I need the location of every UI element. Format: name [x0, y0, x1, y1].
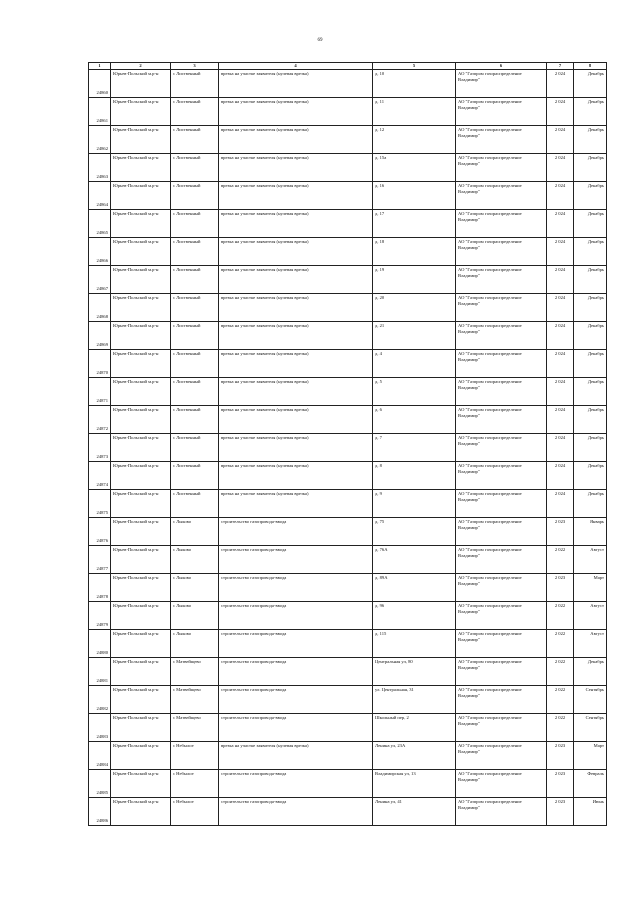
- table-row: [89, 658, 607, 686]
- work-type-cell: врезка на участке заявителя (нулевая врезка): [219, 462, 373, 490]
- column-header: 5: [373, 63, 456, 70]
- district-cell: Юрьев-Польский м.р-н: [111, 462, 171, 490]
- work-type-cell: врезка на участке заявителя (нулевая врезка): [219, 434, 373, 462]
- month-cell: Декабрь: [574, 98, 607, 126]
- operator-cell: АО "Газпром газораспределение Владимир": [456, 490, 547, 518]
- operator-cell: АО "Газпром газораспределение Владимир": [456, 294, 547, 322]
- column-header: 7: [547, 63, 574, 70]
- work-type-cell: врезка на участке заявителя (нулевая врезка): [219, 378, 373, 406]
- table-row: [89, 98, 607, 126]
- row-number: 24877: [89, 546, 111, 574]
- operator-cell: АО "Газпром газораспределение Владимир": [456, 770, 547, 798]
- month-cell: Декабрь: [574, 462, 607, 490]
- row-number: 24870: [89, 350, 111, 378]
- operator-cell: АО "Газпром газораспределение Владимир": [456, 126, 547, 154]
- table-row: [89, 294, 607, 322]
- table-row: [89, 182, 607, 210]
- month-cell: Декабрь: [574, 154, 607, 182]
- operator-cell: АО "Газпром газораспределение Владимир": [456, 98, 547, 126]
- month-cell: Сентябрь: [574, 686, 607, 714]
- work-type-cell: строительство газопровода-ввода: [219, 770, 373, 798]
- year-cell: 2 023: [547, 770, 574, 798]
- operator-cell: АО "Газпром газораспределение Владимир": [456, 238, 547, 266]
- operator-cell: АО "Газпром газораспределение Владимир": [456, 714, 547, 742]
- district-cell: Юрьев-Польский м.р-н: [111, 490, 171, 518]
- work-type-cell: врезка на участке заявителя (нулевая врезка): [219, 294, 373, 322]
- month-cell: Август: [574, 546, 607, 574]
- locality-cell: с Лиственный: [171, 98, 219, 126]
- table-row: [89, 70, 607, 98]
- address-cell: Центральная ул, 80: [373, 658, 456, 686]
- operator-cell: АО "Газпром газораспределение Владимир": [456, 378, 547, 406]
- locality-cell: с Лиственный: [171, 210, 219, 238]
- row-number: 24881: [89, 658, 111, 686]
- table-row: [89, 742, 607, 770]
- column-header: 2: [111, 63, 171, 70]
- address-cell: ул. Центральная, 31: [373, 686, 456, 714]
- year-cell: 2 022: [547, 658, 574, 686]
- operator-cell: АО "Газпром газораспределение Владимир": [456, 266, 547, 294]
- work-type-cell: врезка на участке заявителя (нулевая врезка): [219, 266, 373, 294]
- locality-cell: с Лиственный: [171, 266, 219, 294]
- row-number: 24862: [89, 126, 111, 154]
- locality-cell: с Лыково: [171, 574, 219, 602]
- year-cell: 2 022: [547, 686, 574, 714]
- page-number: 69: [317, 38, 323, 43]
- address-cell: Ленина ул, 41: [373, 798, 456, 826]
- operator-cell: АО "Газпром газораспределение Владимир": [456, 462, 547, 490]
- locality-cell: с Лиственный: [171, 434, 219, 462]
- row-number: 24883: [89, 714, 111, 742]
- table-row: [89, 210, 607, 238]
- work-type-cell: врезка на участке заявителя (нулевая врезка): [219, 154, 373, 182]
- month-cell: Август: [574, 630, 607, 658]
- district-cell: Юрьев-Польский м.р-н: [111, 322, 171, 350]
- address-cell: Владимирская ул, 13: [373, 770, 456, 798]
- table-row: [89, 378, 607, 406]
- locality-cell: с Матвейщево: [171, 658, 219, 686]
- table-row: [89, 154, 607, 182]
- table-row: [89, 462, 607, 490]
- year-cell: 2 024: [547, 210, 574, 238]
- registry-table: [88, 62, 607, 826]
- operator-cell: АО "Газпром газораспределение Владимир": [456, 630, 547, 658]
- work-type-cell: врезка на участке заявителя (нулевая врезка): [219, 322, 373, 350]
- table-row: [89, 406, 607, 434]
- year-cell: 2 024: [547, 378, 574, 406]
- locality-cell: с Лыково: [171, 518, 219, 546]
- header-row: [89, 63, 607, 70]
- operator-cell: АО "Газпром газораспределение Владимир": [456, 546, 547, 574]
- year-cell: 2 024: [547, 490, 574, 518]
- district-cell: Юрьев-Польский м.р-н: [111, 434, 171, 462]
- work-type-cell: врезка на участке заявителя (нулевая врезка): [219, 126, 373, 154]
- month-cell: Февраль: [574, 770, 607, 798]
- locality-cell: с Лыково: [171, 602, 219, 630]
- table-row: [89, 518, 607, 546]
- work-type-cell: строительство газопровода-ввода: [219, 798, 373, 826]
- locality-cell: с Лиственный: [171, 350, 219, 378]
- locality-cell: с Лиственный: [171, 462, 219, 490]
- year-cell: 2 024: [547, 154, 574, 182]
- operator-cell: АО "Газпром газораспределение Владимир": [456, 798, 547, 826]
- work-type-cell: строительство газопровода-ввода: [219, 602, 373, 630]
- address-cell: д. 12: [373, 126, 456, 154]
- row-number: 24869: [89, 322, 111, 350]
- month-cell: Декабрь: [574, 182, 607, 210]
- row-number: 24867: [89, 266, 111, 294]
- district-cell: Юрьев-Польский м.р-н: [111, 770, 171, 798]
- district-cell: Юрьев-Польский м.р-н: [111, 350, 171, 378]
- operator-cell: АО "Газпром газораспределение Владимир": [456, 406, 547, 434]
- month-cell: Декабрь: [574, 350, 607, 378]
- month-cell: Декабрь: [574, 658, 607, 686]
- district-cell: Юрьев-Польский м.р-н: [111, 406, 171, 434]
- month-cell: Декабрь: [574, 238, 607, 266]
- locality-cell: с Лиственный: [171, 126, 219, 154]
- row-number: 24871: [89, 378, 111, 406]
- operator-cell: АО "Газпром газораспределение Владимир": [456, 602, 547, 630]
- work-type-cell: строительство газопровода-ввода: [219, 546, 373, 574]
- month-cell: Июнь: [574, 798, 607, 826]
- district-cell: Юрьев-Польский м.р-н: [111, 378, 171, 406]
- column-header: 6: [456, 63, 547, 70]
- operator-cell: АО "Газпром газораспределение Владимир": [456, 210, 547, 238]
- row-number: 24868: [89, 294, 111, 322]
- month-cell: Декабрь: [574, 406, 607, 434]
- table-row: [89, 266, 607, 294]
- locality-cell: с Лиственный: [171, 294, 219, 322]
- address-cell: д. 17: [373, 210, 456, 238]
- month-cell: Март: [574, 742, 607, 770]
- district-cell: Юрьев-Польский м.р-н: [111, 154, 171, 182]
- year-cell: 2 024: [547, 294, 574, 322]
- operator-cell: АО "Газпром газораспределение Владимир": [456, 742, 547, 770]
- row-number: 24878: [89, 574, 111, 602]
- row-number: 24864: [89, 182, 111, 210]
- address-cell: д. 89А: [373, 574, 456, 602]
- locality-cell: с Матвейщево: [171, 714, 219, 742]
- locality-cell: с Лыково: [171, 630, 219, 658]
- year-cell: 2 024: [547, 182, 574, 210]
- address-cell: д. 8: [373, 462, 456, 490]
- row-number: 24880: [89, 630, 111, 658]
- address-cell: д. 9: [373, 490, 456, 518]
- year-cell: 2 024: [547, 350, 574, 378]
- district-cell: Юрьев-Польский м.р-н: [111, 70, 171, 98]
- district-cell: Юрьев-Польский м.р-н: [111, 294, 171, 322]
- locality-cell: с Лыково: [171, 546, 219, 574]
- locality-cell: с Лиственный: [171, 70, 219, 98]
- address-cell: д. 5: [373, 378, 456, 406]
- work-type-cell: врезка на участке заявителя (нулевая врезка): [219, 406, 373, 434]
- operator-cell: АО "Газпром газораспределение Владимир": [456, 686, 547, 714]
- address-cell: д. 115: [373, 630, 456, 658]
- row-number: 24875: [89, 490, 111, 518]
- operator-cell: АО "Газпром газораспределение Владимир": [456, 434, 547, 462]
- year-cell: 2 024: [547, 266, 574, 294]
- table-row: [89, 546, 607, 574]
- month-cell: Декабрь: [574, 322, 607, 350]
- work-type-cell: строительство газопровода-ввода: [219, 518, 373, 546]
- district-cell: Юрьев-Польский м.р-н: [111, 126, 171, 154]
- table-row: [89, 434, 607, 462]
- year-cell: 2 024: [547, 322, 574, 350]
- address-cell: д. 6: [373, 406, 456, 434]
- table-row: [89, 602, 607, 630]
- district-cell: Юрьев-Польский м.р-н: [111, 602, 171, 630]
- row-number: 24863: [89, 154, 111, 182]
- table-row: [89, 686, 607, 714]
- operator-cell: АО "Газпром газораспределение Владимир": [456, 322, 547, 350]
- district-cell: Юрьев-Польский м.р-н: [111, 742, 171, 770]
- column-header: 8: [574, 63, 607, 70]
- operator-cell: АО "Газпром газораспределение Владимир": [456, 154, 547, 182]
- work-type-cell: врезка на участке заявителя (нулевая врезка): [219, 350, 373, 378]
- year-cell: 2 022: [547, 602, 574, 630]
- month-cell: Декабрь: [574, 490, 607, 518]
- locality-cell: с Небылое: [171, 770, 219, 798]
- work-type-cell: врезка на участке заявителя (нулевая врезка): [219, 490, 373, 518]
- district-cell: Юрьев-Польский м.р-н: [111, 518, 171, 546]
- district-cell: Юрьев-Польский м.р-н: [111, 266, 171, 294]
- district-cell: Юрьев-Польский м.р-н: [111, 238, 171, 266]
- month-cell: Декабрь: [574, 210, 607, 238]
- year-cell: 2 022: [547, 630, 574, 658]
- column-header: 3: [171, 63, 219, 70]
- table-row: [89, 322, 607, 350]
- row-number: 24866: [89, 238, 111, 266]
- address-cell: Ленина ул, 23А: [373, 742, 456, 770]
- year-cell: 2 023: [547, 742, 574, 770]
- table-row: [89, 630, 607, 658]
- month-cell: Декабрь: [574, 126, 607, 154]
- work-type-cell: врезка на участке заявителя (нулевая врезка): [219, 742, 373, 770]
- address-cell: д. 11: [373, 98, 456, 126]
- row-number: 24873: [89, 434, 111, 462]
- district-cell: Юрьев-Польский м.р-н: [111, 630, 171, 658]
- row-number: 24861: [89, 98, 111, 126]
- row-number: 24882: [89, 686, 111, 714]
- district-cell: Юрьев-Польский м.р-н: [111, 182, 171, 210]
- address-cell: д. 7: [373, 434, 456, 462]
- address-cell: д. 76А: [373, 546, 456, 574]
- locality-cell: с Лиственный: [171, 238, 219, 266]
- row-number: 24879: [89, 602, 111, 630]
- work-type-cell: строительство газопровода-ввода: [219, 714, 373, 742]
- district-cell: Юрьев-Польский м.р-н: [111, 574, 171, 602]
- work-type-cell: врезка на участке заявителя (нулевая врезка): [219, 182, 373, 210]
- column-header: 1: [89, 63, 111, 70]
- table-row: [89, 490, 607, 518]
- address-cell: д. 96: [373, 602, 456, 630]
- address-cell: д. 19: [373, 266, 456, 294]
- operator-cell: АО "Газпром газораспределение Владимир": [456, 658, 547, 686]
- district-cell: Юрьев-Польский м.р-н: [111, 546, 171, 574]
- district-cell: Юрьев-Польский м.р-н: [111, 658, 171, 686]
- table-row: [89, 770, 607, 798]
- work-type-cell: строительство газопровода-ввода: [219, 630, 373, 658]
- locality-cell: с Лиственный: [171, 154, 219, 182]
- table-row: [89, 126, 607, 154]
- locality-cell: с Небылое: [171, 742, 219, 770]
- row-number: 24886: [89, 798, 111, 826]
- address-cell: д. 16: [373, 182, 456, 210]
- locality-cell: с Лиственный: [171, 182, 219, 210]
- row-number: 24876: [89, 518, 111, 546]
- year-cell: 2 024: [547, 126, 574, 154]
- address-cell: д. 20: [373, 294, 456, 322]
- address-cell: д. 15а: [373, 154, 456, 182]
- year-cell: 2 024: [547, 70, 574, 98]
- operator-cell: АО "Газпром газораспределение Владимир": [456, 574, 547, 602]
- year-cell: 2 022: [547, 546, 574, 574]
- column-header: 4: [219, 63, 373, 70]
- month-cell: Декабрь: [574, 378, 607, 406]
- work-type-cell: врезка на участке заявителя (нулевая врезка): [219, 210, 373, 238]
- month-cell: Декабрь: [574, 434, 607, 462]
- operator-cell: АО "Газпром газораспределение Владимир": [456, 182, 547, 210]
- address-cell: д. 75: [373, 518, 456, 546]
- address-cell: д. 4: [373, 350, 456, 378]
- operator-cell: АО "Газпром газораспределение Владимир": [456, 350, 547, 378]
- year-cell: 2 023: [547, 574, 574, 602]
- row-number: 24874: [89, 462, 111, 490]
- month-cell: Март: [574, 574, 607, 602]
- table-row: [89, 798, 607, 826]
- year-cell: 2 022: [547, 714, 574, 742]
- year-cell: 2 023: [547, 798, 574, 826]
- district-cell: Юрьев-Польский м.р-н: [111, 98, 171, 126]
- year-cell: 2 024: [547, 238, 574, 266]
- table-row: [89, 574, 607, 602]
- month-cell: Декабрь: [574, 70, 607, 98]
- year-cell: 2 023: [547, 518, 574, 546]
- year-cell: 2 024: [547, 406, 574, 434]
- year-cell: 2 024: [547, 434, 574, 462]
- work-type-cell: строительство газопровода-ввода: [219, 686, 373, 714]
- district-cell: Юрьев-Польский м.р-н: [111, 210, 171, 238]
- work-type-cell: врезка на участке заявителя (нулевая врезка): [219, 238, 373, 266]
- district-cell: Юрьев-Польский м.р-н: [111, 714, 171, 742]
- month-cell: Август: [574, 602, 607, 630]
- table-row: [89, 714, 607, 742]
- address-cell: д. 21: [373, 322, 456, 350]
- month-cell: Сентябрь: [574, 714, 607, 742]
- operator-cell: АО "Газпром газораспределение Владимир": [456, 518, 547, 546]
- row-number: 24865: [89, 210, 111, 238]
- row-number: 24884: [89, 742, 111, 770]
- year-cell: 2 024: [547, 98, 574, 126]
- row-number: 24885: [89, 770, 111, 798]
- locality-cell: с Лиственный: [171, 378, 219, 406]
- row-number: 24872: [89, 406, 111, 434]
- month-cell: Январь: [574, 518, 607, 546]
- operator-cell: АО "Газпром газораспределение Владимир": [456, 70, 547, 98]
- address-cell: д. 18: [373, 238, 456, 266]
- locality-cell: с Лиственный: [171, 490, 219, 518]
- address-cell: д. 10: [373, 70, 456, 98]
- month-cell: Декабрь: [574, 294, 607, 322]
- month-cell: Декабрь: [574, 266, 607, 294]
- table-row: [89, 350, 607, 378]
- row-number: 24860: [89, 70, 111, 98]
- locality-cell: с Лиственный: [171, 406, 219, 434]
- locality-cell: с Матвейщево: [171, 686, 219, 714]
- year-cell: 2 024: [547, 462, 574, 490]
- work-type-cell: строительство газопровода-ввода: [219, 574, 373, 602]
- district-cell: Юрьев-Польский м.р-н: [111, 798, 171, 826]
- locality-cell: с Лиственный: [171, 322, 219, 350]
- locality-cell: с Небылое: [171, 798, 219, 826]
- work-type-cell: строительство газопровода-ввода: [219, 658, 373, 686]
- address-cell: Школьный пер, 2: [373, 714, 456, 742]
- work-type-cell: врезка на участке заявителя (нулевая врезка): [219, 98, 373, 126]
- district-cell: Юрьев-Польский м.р-н: [111, 686, 171, 714]
- work-type-cell: врезка на участке заявителя (нулевая врезка): [219, 70, 373, 98]
- table-row: [89, 238, 607, 266]
